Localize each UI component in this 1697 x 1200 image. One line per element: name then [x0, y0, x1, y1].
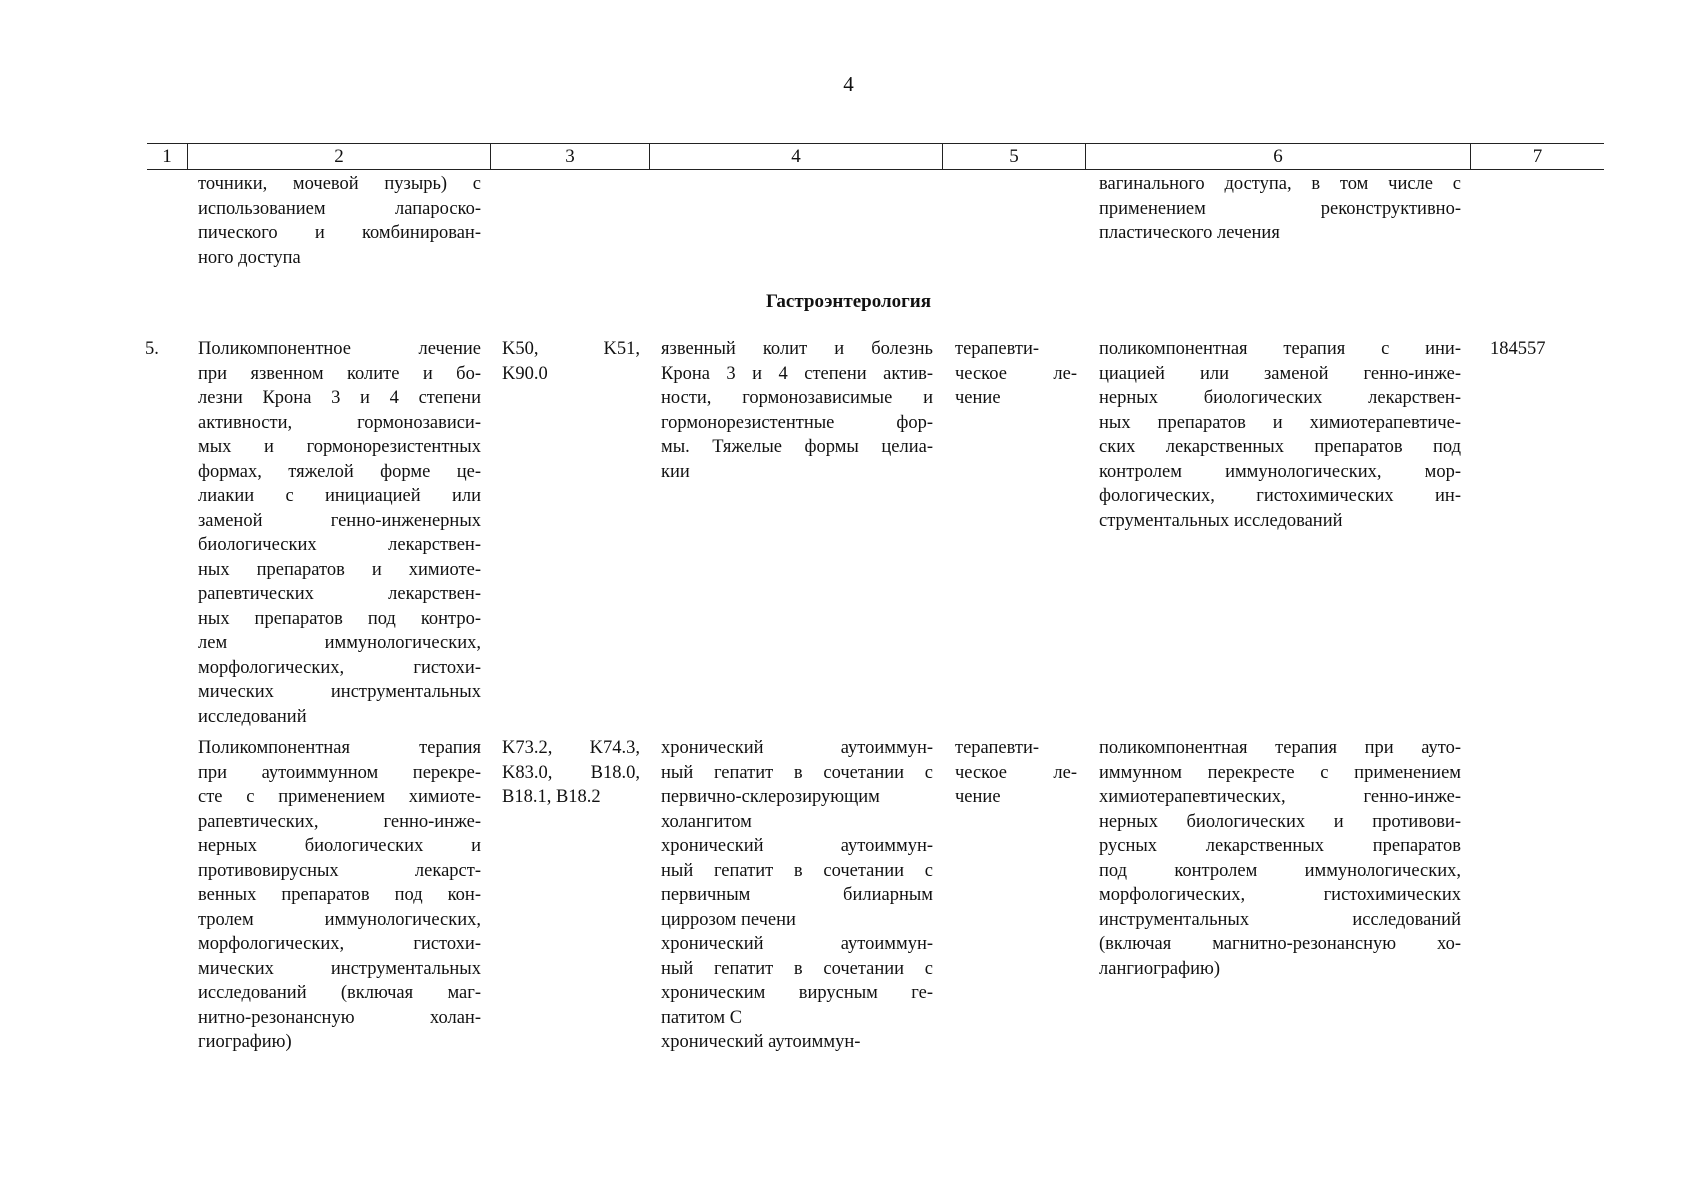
text-line: Поликомпонентное лечение	[198, 339, 481, 359]
text-line: чение	[955, 787, 1001, 807]
text-line: рапевтических лекарствен-	[198, 584, 481, 604]
text-line: иммунном перекресте с применением	[1099, 762, 1461, 783]
text-line: ческое ле-	[955, 762, 1077, 783]
text-line: Поликомпонентная терапия	[198, 738, 481, 758]
text-line: лем иммунологических,	[198, 633, 481, 653]
text-line: лезни Крона 3 и 4 степени	[198, 388, 481, 408]
row5b-col2-text	[198, 736, 481, 1055]
text-line: гиографию)	[198, 1032, 292, 1052]
text-line: нитно-резонансную холан-	[198, 1007, 481, 1028]
text-line: нерных биологических и противови-	[1099, 811, 1461, 832]
text-line: вагинального доступа, в том числе с	[1099, 174, 1461, 194]
text-line: лангиографию)	[1099, 958, 1220, 979]
page-number: 4	[843, 72, 854, 96]
text-line: морфологических, гистохимических	[1099, 885, 1461, 905]
text-line: хронический аутоиммун-	[661, 1032, 861, 1052]
text-line: терапевти-	[955, 339, 1040, 359]
text-line: исследований (включая маг-	[198, 983, 481, 1003]
text-line: K83.0, B18.0,	[502, 762, 640, 783]
text-line: поликомпонентная терапия с ини-	[1099, 339, 1461, 359]
text-line: противовирусных лекарст-	[198, 860, 481, 881]
text-line: мых и гормонорезистентных	[198, 437, 481, 457]
text-line: ских лекарственных препаратов под	[1099, 437, 1461, 457]
table-header-row	[147, 143, 1604, 170]
text-line: рапевтических, генно-инже-	[198, 811, 481, 832]
text-line: фологических, гистохимических ин-	[1099, 486, 1461, 506]
header-col-6: 6	[1085, 144, 1470, 169]
text-line: нерных биологических лекарствен-	[1099, 388, 1461, 408]
text-line: сте с применением химиоте-	[198, 787, 481, 807]
row5b-col6-text	[1099, 736, 1461, 981]
text-line: морфологических, гистохи-	[198, 657, 481, 678]
text-line: первичным билиарным	[661, 885, 933, 905]
row5-col4-text	[661, 337, 933, 484]
row5-col6-text	[1099, 337, 1461, 533]
text-line: под контролем иммунологических,	[1099, 860, 1461, 881]
row5-col2-text	[198, 337, 481, 729]
text-line: при аутоиммунном перекре-	[198, 762, 481, 783]
continuation-col2	[198, 172, 481, 270]
text-line: язвенный колит и болезнь	[661, 339, 933, 359]
text-line: чение	[955, 388, 1001, 408]
text-line: биологических лекарствен-	[198, 535, 481, 555]
text-line: холангитом	[661, 811, 752, 832]
text-line: исследований	[198, 706, 307, 727]
text-line: пластического лечения	[1099, 223, 1280, 243]
text-line: ных препаратов под контро-	[198, 608, 481, 629]
text-line: мических инструментальных	[198, 682, 481, 702]
row5b-col4-text	[661, 736, 933, 1055]
header-col-2: 2	[187, 144, 490, 169]
text-line: Крона 3 и 4 степени актив-	[661, 363, 933, 384]
text-line: ческое ле-	[955, 363, 1077, 384]
text-line: применением реконструктивно-	[1099, 198, 1461, 219]
text-line: циррозом печени	[661, 909, 796, 930]
text-line: химиотерапевтических, генно-инже-	[1099, 787, 1461, 807]
text-line: точники, мочевой пузырь) с	[198, 174, 481, 194]
text-line: лиакии с инициацией или	[198, 486, 481, 506]
text-line: (включая магнитно-резонансную хо-	[1099, 934, 1461, 954]
header-col-3: 3	[490, 144, 649, 169]
text-line: K90.0	[502, 363, 548, 384]
text-line: ный гепатит в сочетании с	[661, 860, 933, 881]
text-line: пического и комбинирован-	[198, 223, 481, 243]
row-number: 5.	[145, 339, 159, 359]
text-line: ного доступа	[198, 247, 301, 268]
text-line: патитом С	[661, 1007, 743, 1028]
row5b-col5-text	[955, 736, 1077, 810]
text-line: русных лекарственных препаратов	[1099, 836, 1461, 856]
header-col-1: 1	[162, 146, 172, 167]
text-line: контролем иммунологических, мор-	[1099, 461, 1461, 482]
row5-col7-cost: 184557	[1490, 339, 1546, 359]
text-line: заменой генно-инженерных	[198, 510, 481, 531]
header-col-4: 4	[649, 144, 942, 169]
header-col-5: 5	[942, 144, 1085, 169]
row5-col3-codes	[502, 337, 640, 386]
text-line: активности, гормонозависи-	[198, 412, 481, 433]
text-line: B18.1, B18.2	[502, 787, 601, 807]
text-line: ный гепатит в сочетании с	[661, 958, 933, 979]
text-line: поликомпонентная терапия при ауто-	[1099, 738, 1461, 758]
text-line: ных препаратов и химиоте-	[198, 559, 481, 580]
text-line: первично-склерозирующим	[661, 787, 880, 807]
text-line: терапевти-	[955, 738, 1040, 758]
text-line: инструментальных исследований	[1099, 909, 1461, 930]
text-line: при язвенном колите и бо-	[198, 363, 481, 384]
text-line: мических инструментальных	[198, 958, 481, 979]
row5-col5-text	[955, 337, 1077, 411]
text-line: ный гепатит в сочетании с	[661, 762, 933, 783]
text-line: K50, K51,	[502, 339, 640, 359]
section-title: Гастроэнтерология	[766, 291, 931, 312]
row5b-col3-codes	[502, 736, 640, 810]
text-line: использованием лапароско-	[198, 198, 481, 219]
text-line: кии	[661, 461, 690, 482]
header-col-7: 7	[1470, 144, 1604, 169]
text-line: ных препаратов и химиотерапевтиче-	[1099, 412, 1461, 433]
text-line: хроническим вирусным ге-	[661, 983, 933, 1003]
text-line: морфологических, гистохи-	[198, 934, 481, 954]
text-line: K73.2, K74.3,	[502, 738, 640, 758]
text-line: циацией или заменой генно-инже-	[1099, 363, 1461, 384]
text-line: мы. Тяжелые формы целиа-	[661, 437, 933, 457]
text-line: формах, тяжелой форме це-	[198, 461, 481, 482]
text-line: струментальных исследований	[1099, 510, 1343, 531]
continuation-col6	[1099, 172, 1461, 246]
text-line: тролем иммунологических,	[198, 909, 481, 930]
text-line: нерных биологических и	[198, 836, 481, 856]
text-line: ности, гормонозависимые и	[661, 388, 933, 408]
text-line: венных препаратов под кон-	[198, 885, 481, 905]
text-line: гормонорезистентные фор-	[661, 412, 933, 433]
text-line: хронический аутоиммун-	[661, 738, 933, 758]
text-line: хронический аутоиммун-	[661, 934, 933, 954]
text-line: хронический аутоиммун-	[661, 836, 933, 856]
